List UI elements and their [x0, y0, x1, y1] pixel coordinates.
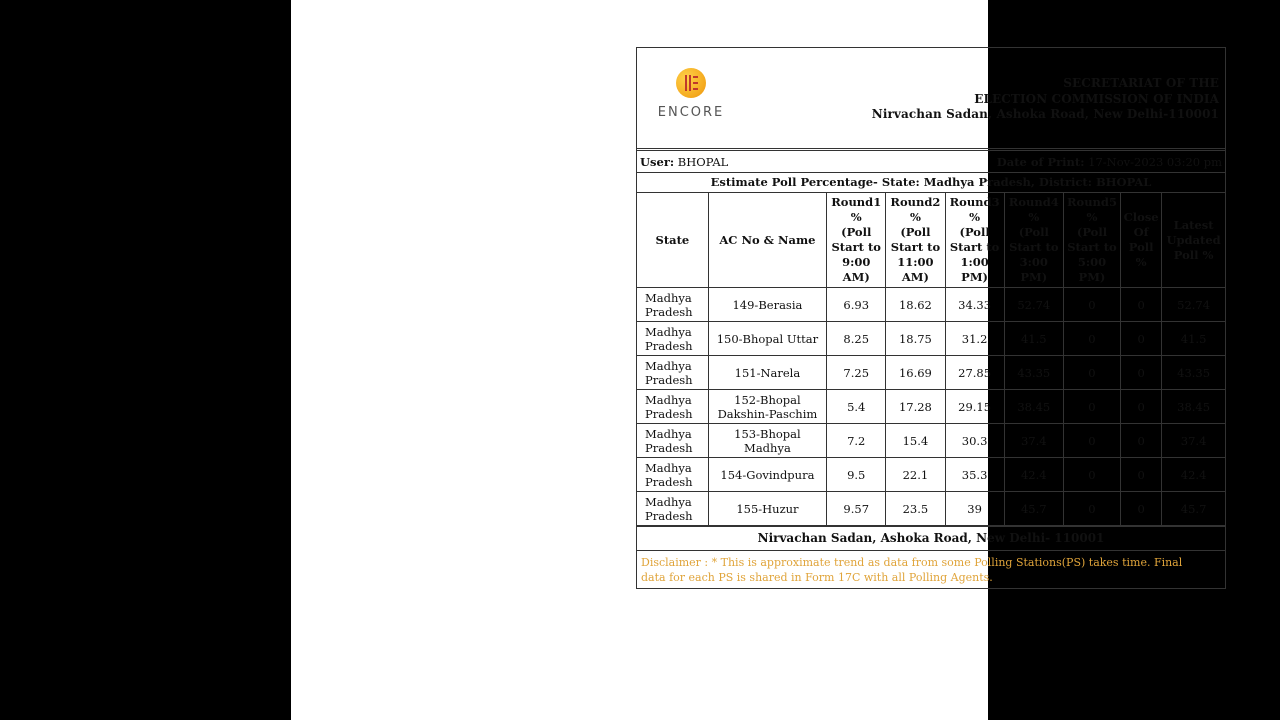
print-date-value: 17-Nov-2023 03:20 pm — [1088, 154, 1222, 169]
round1-cell: 7.2 — [827, 424, 886, 458]
ac-name-line: 155-Huzur — [736, 501, 799, 516]
latest-poll-cell: 43.35 — [1162, 356, 1225, 390]
column-header-line: Of — [1133, 225, 1149, 239]
column-header-line: (Poll — [1076, 225, 1108, 239]
column-header — [708, 193, 826, 288]
ac-name-line: 154-Govindpura — [720, 467, 815, 482]
round1-cell: 6.93 — [827, 288, 886, 322]
column-header-line: Poll % — [1173, 247, 1214, 262]
ac-name-cell — [708, 492, 826, 526]
close-of-poll-cell: 0 — [1121, 458, 1162, 492]
state-line: Pradesh — [645, 406, 693, 421]
round1-cell: 9.5 — [827, 458, 886, 492]
latest-poll-cell: 52.74 — [1162, 288, 1225, 322]
round4-cell: 45.7 — [1004, 492, 1063, 526]
print-date — [997, 155, 1222, 169]
report-sheet — [636, 47, 1226, 589]
column-header-line: Close — [1123, 210, 1159, 224]
round5-cell: 0 — [1063, 390, 1120, 424]
state-line: Madhya — [645, 426, 692, 441]
column-header-line: Start to — [890, 240, 941, 254]
organization-block — [872, 76, 1219, 123]
state-line: Pradesh — [645, 372, 693, 387]
round3-cell: 29.15 — [945, 390, 1004, 424]
round1-cell: 5.4 — [827, 390, 886, 424]
round3-cell: 39 — [945, 492, 1004, 526]
column-header-line: Poll — [1128, 240, 1154, 254]
ac-name-line: Dakshin-Paschim — [717, 406, 818, 421]
column-header-line: Start to — [831, 240, 881, 254]
close-of-poll-cell: 0 — [1121, 390, 1162, 424]
user-info — [640, 155, 728, 169]
column-header — [637, 193, 708, 288]
round4-cell: 43.35 — [1004, 356, 1063, 390]
round2-cell: 23.5 — [886, 492, 945, 526]
round3-cell: 31.2 — [945, 322, 1004, 356]
round2-cell: 22.1 — [886, 458, 945, 492]
ac-name-line: 151-Narela — [734, 365, 801, 380]
state-line: Pradesh — [645, 304, 693, 319]
ac-name-line: 150-Bhopal Uttar — [716, 331, 819, 346]
state-cell — [637, 492, 708, 526]
print-date-label: Date of Print: — [996, 154, 1085, 169]
column-header-line: Round1 — [831, 195, 882, 209]
ac-name-line: 152-Bhopal — [734, 392, 801, 407]
state-line: Madhya — [645, 460, 692, 475]
round5-cell: 0 — [1063, 424, 1120, 458]
column-header-line: Round2 — [890, 195, 941, 209]
round4-cell: 52.74 — [1004, 288, 1063, 322]
round5-cell: 0 — [1063, 458, 1120, 492]
column-header-line: Updated — [1166, 232, 1221, 247]
column-header-line: Start to — [1009, 240, 1059, 254]
footer-address: Nirvachan Sadan, Ashoka Road, New Delhi- 110001 — [637, 526, 1225, 551]
column-header-line: % — [1028, 210, 1040, 224]
user-label: User: — [640, 154, 675, 169]
column-header-line: 11:00 — [897, 255, 934, 269]
column-header — [1121, 193, 1162, 288]
round3-cell: 27.85 — [945, 356, 1004, 390]
round5-cell: 0 — [1063, 356, 1120, 390]
latest-poll-cell: 42.4 — [1162, 458, 1225, 492]
table-row — [637, 288, 1225, 322]
column-header-line: State — [655, 232, 690, 247]
column-header-line: PM) — [1020, 270, 1048, 284]
logo — [651, 68, 731, 120]
round4-cell: 38.45 — [1004, 390, 1063, 424]
round1-cell: 9.57 — [827, 492, 886, 526]
ac-name-cell — [708, 458, 826, 492]
ac-name-line: 153-Bhopal — [734, 426, 801, 441]
state-line: Madhya — [645, 324, 692, 339]
latest-poll-cell: 41.5 — [1162, 322, 1225, 356]
round1-cell: 8.25 — [827, 322, 886, 356]
round2-cell: 17.28 — [886, 390, 945, 424]
round2-cell: 18.62 — [886, 288, 945, 322]
ac-name-cell — [708, 356, 826, 390]
column-header-line: AM) — [901, 270, 929, 284]
column-header-line: 5:00 — [1077, 255, 1107, 269]
table-row — [637, 356, 1225, 390]
column-header-line: Round3 — [949, 195, 1000, 209]
table-header-row — [637, 193, 1225, 288]
table-row — [637, 322, 1225, 356]
ac-name-cell — [708, 390, 826, 424]
column-header-line: Round4 — [1008, 195, 1059, 209]
latest-poll-cell: 37.4 — [1162, 424, 1225, 458]
ac-name-line: 149-Berasia — [732, 297, 803, 312]
round4-cell: 42.4 — [1004, 458, 1063, 492]
close-of-poll-cell: 0 — [1121, 356, 1162, 390]
column-header-line: 1:00 — [960, 255, 989, 269]
state-line: Madhya — [645, 494, 692, 509]
column-header-line: % — [1086, 210, 1098, 224]
disclaimer-line-2: data for each PS is shared in Form 17C with all Polling Agents. — [641, 571, 993, 584]
column-header-line: Round5 — [1066, 195, 1117, 209]
column-header-line: PM) — [961, 270, 988, 284]
column-header-line: % — [969, 210, 981, 224]
ac-name-cell — [708, 288, 826, 322]
column-header-line: Latest — [1173, 217, 1214, 232]
column-header-line: (Poll — [900, 225, 931, 239]
state-line: Madhya — [645, 358, 692, 373]
column-header — [886, 193, 945, 288]
column-header-line: Start to — [1067, 240, 1117, 254]
state-line: Pradesh — [645, 440, 693, 455]
latest-poll-cell: 45.7 — [1162, 492, 1225, 526]
round4-cell: 41.5 — [1004, 322, 1063, 356]
round2-cell: 16.69 — [886, 356, 945, 390]
org-line-2: ELECTION COMMISSION OF INDIA — [974, 91, 1219, 106]
round5-cell: 0 — [1063, 492, 1120, 526]
close-of-poll-cell: 0 — [1121, 322, 1162, 356]
column-header-line: (Poll — [1018, 225, 1049, 239]
round4-cell: 37.4 — [1004, 424, 1063, 458]
column-header — [827, 193, 886, 288]
ac-name-cell — [708, 322, 826, 356]
state-line: Madhya — [645, 290, 692, 305]
encore-logo-icon — [676, 68, 706, 98]
user-value: BHOPAL — [677, 154, 729, 169]
table-row — [637, 492, 1225, 526]
round3-cell: 30.3 — [945, 424, 1004, 458]
round5-cell: 0 — [1063, 288, 1120, 322]
column-header-line: (Poll — [841, 225, 872, 239]
state-line: Pradesh — [645, 508, 693, 523]
ac-name-line: Madhya — [744, 440, 791, 455]
column-header-line: % — [1135, 255, 1147, 269]
disclaimer-line-1: Disclaimer : * This is approximate trend as data from some Polling Stations(PS) takes time. Final — [641, 556, 1183, 569]
round2-cell: 15.4 — [886, 424, 945, 458]
org-address: Nirvachan Sadan, Ashoka Road, New Delhi-110001 — [871, 107, 1219, 121]
close-of-poll-cell: 0 — [1121, 492, 1162, 526]
round3-cell: 35.3 — [945, 458, 1004, 492]
column-header-line: 3:00 — [1019, 255, 1048, 269]
report-header — [637, 48, 1225, 149]
poll-table — [637, 193, 1225, 526]
ac-name-cell — [708, 424, 826, 458]
round5-cell: 0 — [1063, 322, 1120, 356]
state-cell — [637, 424, 708, 458]
report-subtitle: Estimate Poll Percentage- State: Madhya Pradesh, District: BHOPAL — [637, 173, 1225, 193]
logo-text: ENCORE — [657, 105, 725, 120]
latest-poll-cell: 38.45 — [1162, 390, 1225, 424]
round1-cell: 7.25 — [827, 356, 886, 390]
column-header-line: Start to — [949, 240, 1000, 254]
print-meta — [637, 150, 1225, 173]
round2-cell: 18.75 — [886, 322, 945, 356]
column-header-line: (Poll — [959, 225, 990, 239]
column-header — [945, 193, 1004, 288]
table-row — [637, 424, 1225, 458]
column-header — [1004, 193, 1063, 288]
table-row — [637, 458, 1225, 492]
column-header-line: % — [850, 210, 862, 224]
state-line: Pradesh — [645, 474, 693, 489]
column-header-line: AC No & Name — [719, 232, 816, 247]
state-cell — [637, 356, 708, 390]
column-header-line: PM) — [1078, 270, 1106, 284]
state-line: Pradesh — [645, 338, 693, 353]
column-header-line: 9:00 — [842, 255, 871, 269]
column-header — [1162, 193, 1225, 288]
column-header-line: AM) — [842, 270, 870, 284]
table-row — [637, 390, 1225, 424]
state-cell — [637, 458, 708, 492]
close-of-poll-cell: 0 — [1121, 424, 1162, 458]
state-line: Madhya — [645, 392, 692, 407]
document-page — [291, 0, 1222, 720]
org-line-1: SECRETARIAT OF THE — [1063, 76, 1219, 90]
column-header-line: % — [909, 210, 921, 224]
round3-cell: 34.33 — [945, 288, 1004, 322]
state-cell — [637, 288, 708, 322]
state-cell — [637, 322, 708, 356]
disclaimer — [637, 551, 1225, 588]
column-header — [1063, 193, 1120, 288]
state-cell — [637, 390, 708, 424]
close-of-poll-cell: 0 — [1121, 288, 1162, 322]
